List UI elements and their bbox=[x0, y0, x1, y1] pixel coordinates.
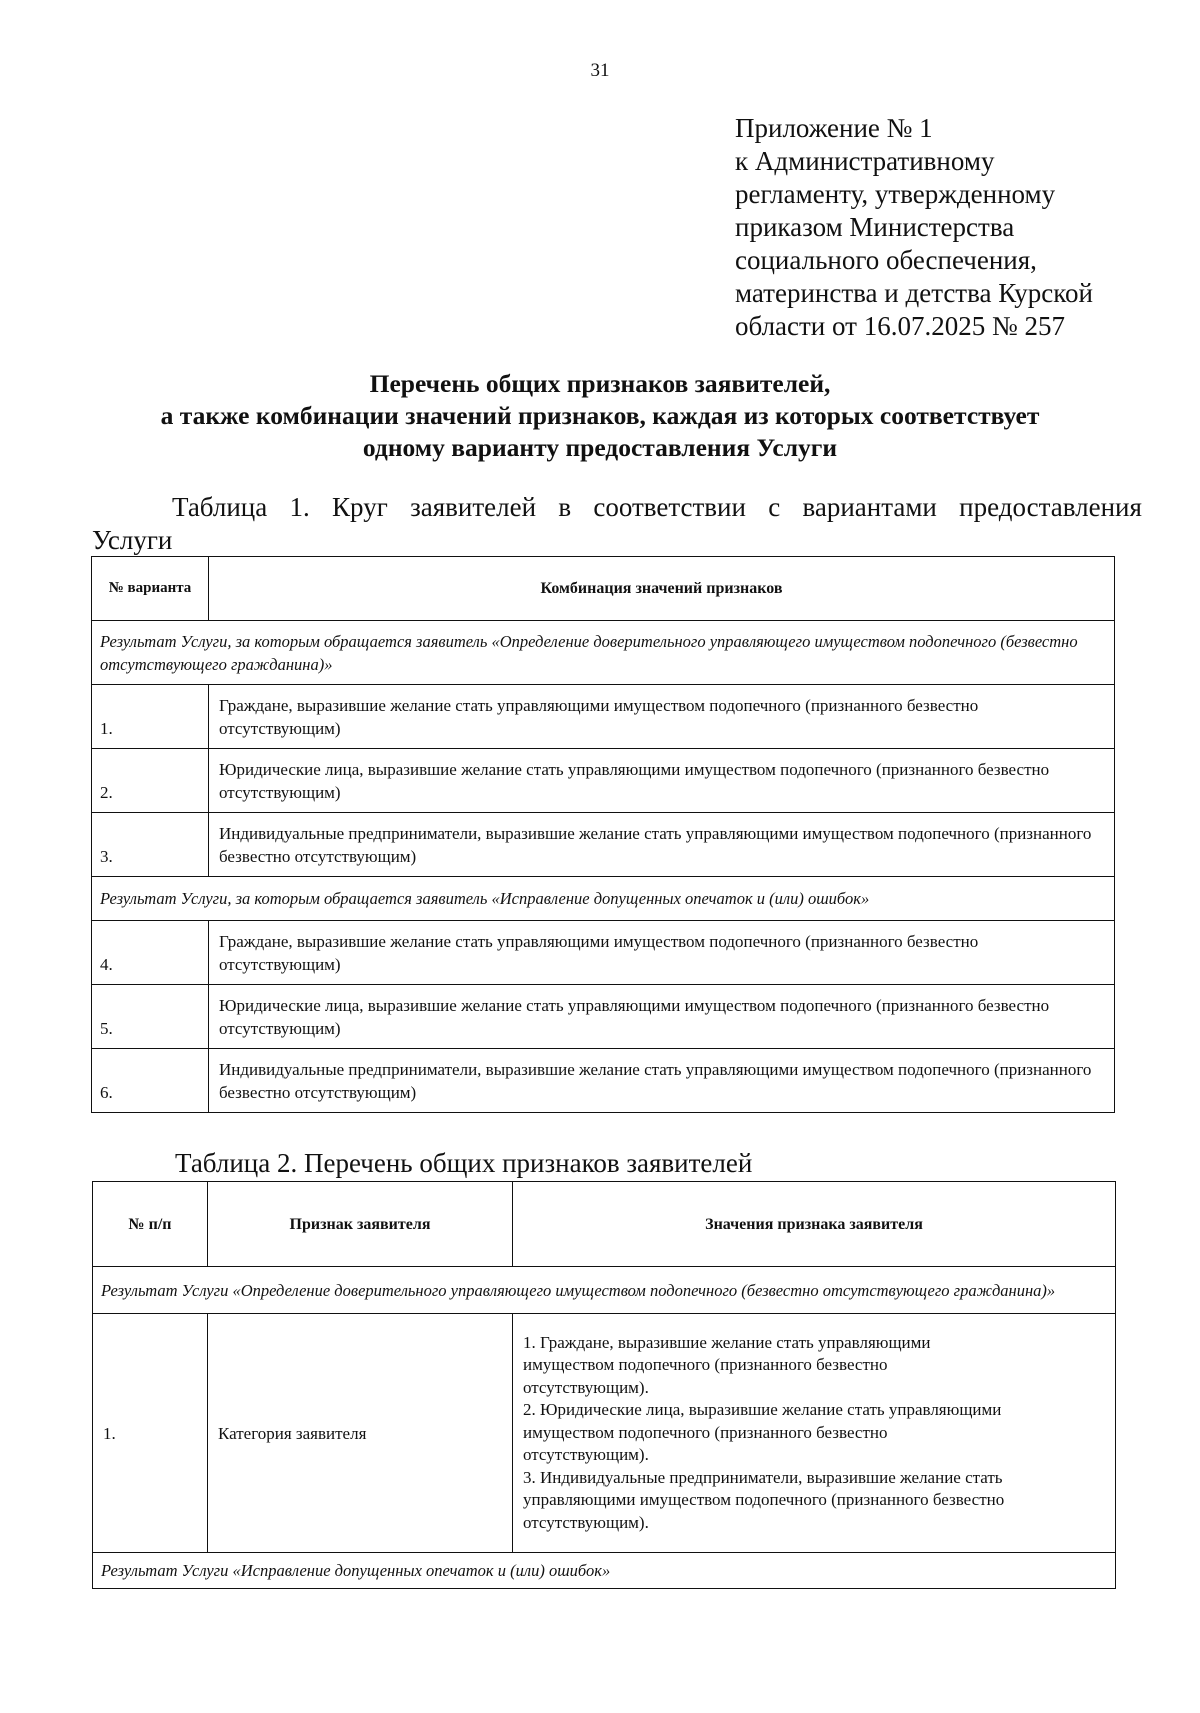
value-line: имуществом подопечного (признанного безвестно bbox=[523, 1422, 888, 1442]
table2 bbox=[92, 1181, 1116, 1589]
value-line: имуществом подопечного (признанного безвестно bbox=[523, 1355, 888, 1375]
appendix-line: регламенту, утвержденному bbox=[735, 179, 1056, 209]
group-row bbox=[93, 1267, 1116, 1314]
appendix-line: области от 16.07.2025 № 257 bbox=[735, 311, 1065, 341]
table-header-row bbox=[92, 557, 1115, 621]
caption-word: вариантами bbox=[802, 492, 937, 522]
table-row bbox=[92, 921, 1115, 985]
appendix-line: Приложение № 1 bbox=[735, 113, 933, 143]
table1-caption bbox=[92, 491, 1142, 557]
group-label: Результат Услуги, за которым обращается заявитель «Исправление допущенных опечаток и (или) ошибок» bbox=[92, 877, 1115, 921]
value-line: отсутствующим). bbox=[523, 1445, 649, 1465]
table-row bbox=[93, 1314, 1116, 1553]
value-line: отсутствующим). bbox=[523, 1377, 649, 1397]
page-number: 31 bbox=[590, 60, 610, 81]
value-line: 2. Юридические лица, выразившие желание стать управляющими bbox=[523, 1400, 1002, 1420]
group-label: Результат Услуги, за которым обращается заявитель «Определение доверительного управляющего имуществом подопечного (безвестно отсутствующего гражданина)» bbox=[92, 621, 1115, 685]
appendix-line: приказом Министерства bbox=[735, 212, 1015, 242]
row-number: 2. bbox=[92, 749, 209, 813]
appendix-line: материнства и детства Курской bbox=[735, 278, 1093, 308]
title-line: а также комбинации значений признаков, каждая из которых соответствует bbox=[160, 401, 1040, 430]
caption-word: соответствии bbox=[593, 492, 746, 522]
row-number: 1. bbox=[93, 1314, 208, 1553]
row-text: Граждане, выразившие желание стать управляющими имуществом подопечного (признанного безвестно отсутствующим) bbox=[209, 921, 1115, 985]
caption-word: в bbox=[558, 492, 572, 522]
group-row bbox=[92, 877, 1115, 921]
caption-word: заявителей bbox=[410, 492, 537, 522]
row-number: 3. bbox=[92, 813, 209, 877]
row-number: 4. bbox=[92, 921, 209, 985]
table-row bbox=[92, 749, 1115, 813]
row-text: Юридические лица, выразившие желание стать управляющими имуществом подопечного (признанного безвестно отсутствующим) bbox=[209, 749, 1115, 813]
table-header-row bbox=[93, 1182, 1116, 1267]
value-line: управляющими имуществом подопечного (признанного безвестно bbox=[523, 1490, 1005, 1510]
title-line: Перечень общих признаков заявителей, bbox=[369, 369, 831, 398]
caption-word: предоставления bbox=[959, 492, 1142, 522]
table-row bbox=[92, 1049, 1115, 1113]
table2-caption: Таблица 2. Перечень общих признаков заявителей bbox=[175, 1148, 753, 1178]
caption-line-2: Услуги bbox=[92, 525, 173, 555]
row-attribute: Категория заявителя bbox=[208, 1314, 513, 1553]
value-line: отсутствующим). bbox=[523, 1512, 649, 1532]
caption-word: 1. bbox=[289, 492, 310, 522]
header-variant-number: № варианта bbox=[92, 557, 209, 621]
appendix-line: социального обеспечения, bbox=[735, 245, 1037, 275]
row-number: 6. bbox=[92, 1049, 209, 1113]
group-row bbox=[93, 1553, 1116, 1589]
caption-word: Таблица bbox=[172, 492, 268, 522]
row-values bbox=[513, 1314, 1116, 1553]
row-text: Граждане, выразившие желание стать управляющими имуществом подопечного (признанного безвестно отсутствующим) bbox=[209, 685, 1115, 749]
header-number: № п/п bbox=[93, 1182, 208, 1267]
table-row bbox=[92, 985, 1115, 1049]
value-line: 3. Индивидуальные предприниматели, выразившие желание стать bbox=[523, 1467, 1003, 1487]
row-text: Юридические лица, выразившие желание стать управляющими имуществом подопечного (признанного безвестно отсутствующим) bbox=[209, 985, 1115, 1049]
row-number: 1. bbox=[92, 685, 209, 749]
group-row bbox=[92, 621, 1115, 685]
table-row bbox=[92, 685, 1115, 749]
title-line: одному варианту предоставления Услуги bbox=[362, 433, 838, 462]
document-title bbox=[60, 368, 1140, 464]
value-line: 1. Граждане, выразившие желание стать управляющими bbox=[523, 1332, 931, 1352]
header-values: Значения признака заявителя bbox=[513, 1182, 1116, 1267]
group-label: Результат Услуги «Определение доверительного управляющего имуществом подопечного (безвестно отсутствующего гражданина)» bbox=[93, 1267, 1116, 1314]
group-label: Результат Услуги «Исправление допущенных опечаток и (или) ошибок» bbox=[93, 1553, 1116, 1589]
row-number: 5. bbox=[92, 985, 209, 1049]
row-text: Индивидуальные предприниматели, выразившие желание стать управляющими имуществом подопечного (признанного безвестно отсутствующим) bbox=[209, 813, 1115, 877]
table-row bbox=[92, 813, 1115, 877]
caption-word: с bbox=[768, 492, 781, 522]
table1 bbox=[91, 556, 1115, 1113]
appendix-header bbox=[735, 112, 1093, 343]
row-text: Индивидуальные предприниматели, выразившие желание стать управляющими имуществом подопечного (признанного безвестно отсутствующим) bbox=[209, 1049, 1115, 1113]
header-combination: Комбинация значений признаков bbox=[209, 557, 1115, 621]
header-attribute: Признак заявителя bbox=[208, 1182, 513, 1267]
appendix-line: к Административному bbox=[735, 146, 995, 176]
caption-word: Круг bbox=[332, 492, 388, 522]
